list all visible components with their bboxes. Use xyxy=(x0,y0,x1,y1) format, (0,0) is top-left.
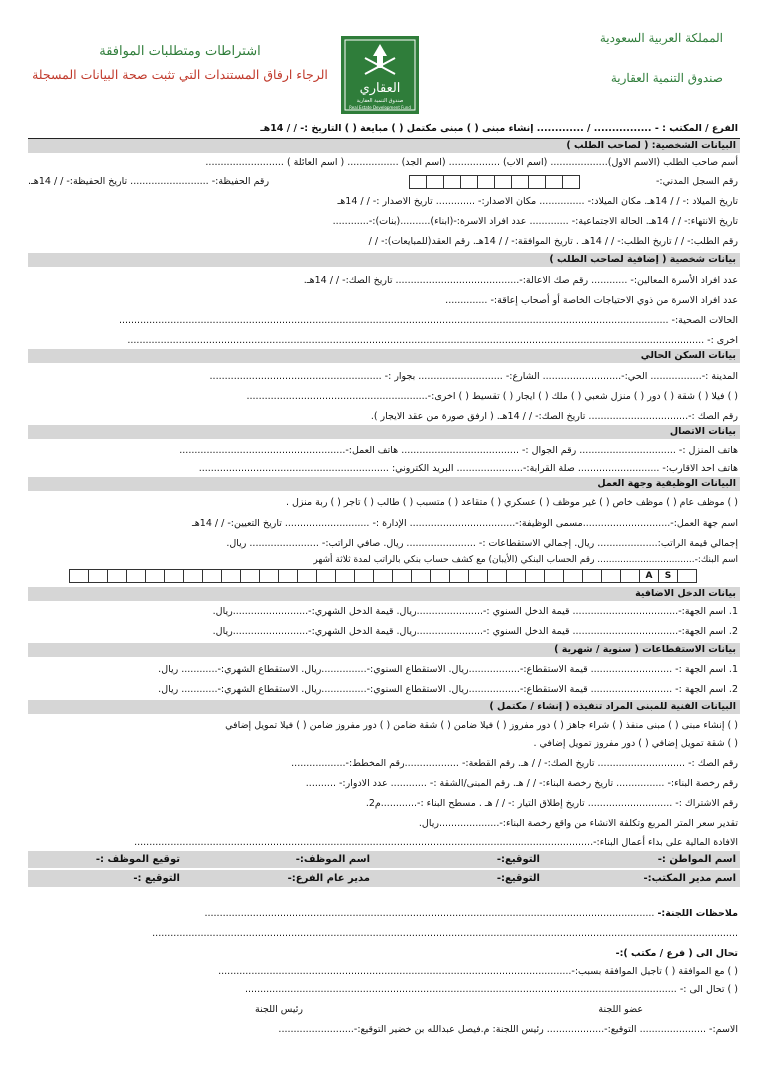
logo-sub: صندوق التنمية العقارية xyxy=(356,98,404,104)
tech-deed-line[interactable]: رقم الصك :- ............................. تاريخ الصك:- / / هـ. رقم القطعة:- ..................رقم المخطط:-.................. xyxy=(291,758,738,769)
iban-letter: A xyxy=(639,569,659,583)
requirements-title: اشتراطات ومتطلبات الموافقة xyxy=(99,44,261,59)
employment-type-line[interactable]: ( ) موظف عام ( ) موظف خاص ( ) غير موظف ( ) عسكري ( ) متقاعد ( ) متسبب ( ) طالب ( ) تاجر ( ) ربة منزل . xyxy=(285,497,738,508)
refer-title: تحال الى ( فرع / مكتب ):- xyxy=(615,948,738,959)
citizen-name-label[interactable]: اسم المواطن :- xyxy=(657,854,736,865)
deed-line[interactable]: رقم الصك :-................................. تاريخ الصك:- / / 14هـ. ( ارفق صورة من عقد الايجار ). xyxy=(370,411,738,422)
additional-section-title: بيانات شخصية ( إضافية لصاحب الطلب ) xyxy=(28,253,740,267)
building-type-line-2[interactable]: ( ) شقة تمويل إضافي ( ) دور مفروز تمويل إضافي . xyxy=(533,738,738,749)
other-line[interactable]: اخرى :- ............................................................................................................................................................................................... xyxy=(127,335,738,346)
notes-label: ملاحظات اللجنة:- xyxy=(657,908,738,919)
names-line[interactable]: الاسم:- ...................... التوقيع:-................... رئيس اللجنة: م.فيصل عبدالله بن خضير التوقيع:-......................... xyxy=(278,1024,738,1035)
financial-line[interactable]: الافادة المالية على بداء أعمال البناء:-........................................................................................................................................................ xyxy=(134,837,738,848)
applicant-name-line[interactable]: أسم صاحب الطلب (الاسم الاول)................... (اسم الاب) ................. (اسم الجد) ................. ( اسم العائلة ) .......................... xyxy=(205,157,738,168)
employer-line[interactable]: اسم جهة العمل:-.............................مسمى الوظيفة:-................................... الإدارة :- ............................ تاريخ التعيين:- / / 14هـ xyxy=(192,518,738,529)
fund-title: صندوق التنمية العقارية xyxy=(610,71,723,85)
personal-section-title: البيانات الشخصية: ( لصاحب الطلب ) xyxy=(28,139,740,153)
branch-line[interactable]: الفرع / المكتب : - ................ / ............. إنشاء مبنى ( ) مبنى مكتمل ( ) مبايعة ( ) التاريخ :- / / 14هـ xyxy=(260,123,738,134)
employee-signature-label[interactable]: توقيع الموظف :- xyxy=(95,854,180,865)
phones-line[interactable]: هاتف المنزل :- ................................ رقم الجوال :- ....................................... هاتف العمل:-....................................................... xyxy=(179,445,738,456)
signature-row-1 xyxy=(28,851,740,868)
refer-to-line[interactable]: ( ) تحال الى :- ............................................................................................................................................... xyxy=(245,984,738,995)
housing-section-title: بيانات السكن الحالي xyxy=(28,349,740,363)
salary-line[interactable]: إجمالي قيمة الراتب:.................... ريال. إجمالي الاستقطاعات :- ....................... ريال. صافي الراتب:- ....................... ريال. xyxy=(226,538,738,549)
contact-section-title: بيانات الاتصال xyxy=(28,425,740,439)
signature-row-2 xyxy=(28,870,740,887)
notes-dots-line-2[interactable]: .................................................................................................................................................................................................. xyxy=(152,928,738,939)
office-manager-label[interactable]: اسم مدير المكتب:- xyxy=(643,873,736,884)
civil-record-boxes[interactable] xyxy=(410,175,580,188)
manager-signature-label[interactable]: التوقيع:- xyxy=(496,873,540,884)
health-line[interactable]: الحالات الصحية:- ...................................................................................................................................................................................... xyxy=(118,315,738,326)
logo-arabic: العقاري xyxy=(359,81,401,96)
employment-section-title: البيانات الوظيفية وجهة العمل xyxy=(28,477,740,491)
dependents-line[interactable]: عدد افراد الأسرة المعالين:- ............ رقم صك الاعالة:-......................................... تاريخ الصك:- / / 14هـ. xyxy=(303,275,738,286)
housing-type-line[interactable]: ( ) فيلا ( ) شقة ( ) دور ( ) منزل شعبي ( ) ملك ( ) ايجار ( ) تقسيط ( ) اخرى:-............................................................ xyxy=(246,391,738,402)
iban-boxes[interactable] xyxy=(70,569,697,582)
permit-line[interactable]: رقم رخصة البناء:- ................ تاريخ رخصة البناء:- / / هـ. رقم المبنى/الشقة :- ............ عدد الادوار:- .......... xyxy=(305,778,738,789)
deduction-line-2[interactable]: 2. اسم الجهة :- ........................... قيمة الاستقطاع:-.................ريال. الاستقطاع السنوي:-...............ريال. الاستقطاع الشهري:-............ ريال. xyxy=(158,684,738,695)
bank-line[interactable]: اسم البنك:-.................................. رقم الحساب البنكي (الأيبان) مع كشف حساب بنكي بالراتب لمدة ثلاثة أشهر xyxy=(313,555,738,565)
chair-label: رئيس اللجنة xyxy=(254,1004,303,1015)
deductions-section-title: بيانات الاستقطاعات ( سنوية / شهرية ) xyxy=(28,643,740,657)
approval-options-line[interactable]: ( ) مع الموافقة ( ) تأجيل الموافقة بسبب:-..................................................................................................................... xyxy=(218,966,738,977)
city-line[interactable]: المدينة :-................. الحي:-.......................... الشارع:- ............................ بجوار :- ......................................................... xyxy=(209,371,738,382)
income-section-title: بيانات الدخل الاضافية xyxy=(28,587,740,601)
member-label: عضو اللجنة xyxy=(598,1004,643,1015)
notes-dots[interactable]: ..................................................................................................................................................... xyxy=(204,908,655,919)
citizen-signature-label[interactable]: التوقيع:- xyxy=(496,854,540,865)
header-left xyxy=(20,44,340,82)
special-needs-line[interactable]: عدد افراد الاسرة من ذوي الاحتياجات الخاصة أو أصحاب إعاقة:- .............. xyxy=(445,295,738,306)
price-estimate-line[interactable]: تقدير سعر المتر المربع وتكلفة الانشاء من واقع رخصة البناء:-....................ريال. xyxy=(418,818,738,829)
technical-section-title: البيانات الفنية للمبنى المراد تنفيذه ( إنشاء / مكتمل ) xyxy=(28,700,740,714)
subscription-line[interactable]: رقم الاشتراك :- ............................ تاريخ إطلاق التيار :- / / هـ . مسطح البناء :-............م2. xyxy=(365,798,738,809)
request-line[interactable]: رقم الطلب:- / / تاريخ الطلب:- / / 14هـ . تاريخ الموافقة:- / / 14هـ. رقم العقد(للمبايعات):- / / xyxy=(368,236,738,247)
iban-letter: S xyxy=(658,569,678,583)
gm-signature-label[interactable]: التوقيع :- xyxy=(133,873,180,884)
building-type-line-1[interactable]: ( ) إنشاء مبنى ( ) مبنى منفذ ( ) شراء جاهز ( ) دور مفروز ( ) فيلا ضامن ( ) شقة ضامن ( ) دور مفروز ضامن ( ) فيلا تمويل إضافي xyxy=(225,720,738,731)
branch-gm-label[interactable]: مدير عام الفرع:- xyxy=(287,873,370,884)
income-line-2[interactable]: 2. اسم الجهة:-................................... قيمة الدخل السنوي :-......................ريال. قيمة الدخل الشهري:-.........................ريال. xyxy=(212,626,738,637)
civil-record-line[interactable] xyxy=(28,174,738,190)
income-line-1[interactable]: 1. اسم الجهة:-................................... قيمة الدخل السنوي :-......................ريال. قيمة الدخل الشهري:-.........................ريال. xyxy=(212,606,738,617)
deduction-line-1[interactable]: 1. اسم الجهة :- ........................... قيمة الاستقطاع:-.................ريال. الاستقطاع السنوي:-...............ريال. الاستقطاع الشهري:-............ ريال. xyxy=(158,664,738,675)
fund-logo xyxy=(335,34,425,116)
logo-en: Real Estate Development Fund xyxy=(349,105,411,110)
attach-notice: الرجاء ارفاق المستندات التي تثبت صحة البيانات المسجلة xyxy=(32,67,328,82)
civil-record-label: رقم السجل المدني:- xyxy=(655,176,738,187)
employee-name-label[interactable]: اسم الموظف:- xyxy=(295,854,370,865)
relative-line[interactable]: هاتف احد الاقارب:- ........................... صلة القرابة:-...................... البريد الكتروني: ............................................................... xyxy=(198,463,738,474)
kingdom-title: المملكة العربية السعودية xyxy=(599,31,723,45)
header-right xyxy=(553,18,723,98)
birth-line[interactable]: تاريخ الميلاد :- / / 14هـ. مكان الميلاد:- ............... مكان الاصدار:- ............. تاريخ الاصدار :- / / 14هـ xyxy=(337,196,738,207)
id-card-fields[interactable]: رقم الحفيظة:- .......................... تاريخ الحفيظة:- / / 14هـ. xyxy=(28,176,270,187)
expiry-line[interactable]: تاريخ الانتهاء:- / / 14هـ. الحالة الاجتماعية:- ............. عدد افراد الاسرة:-(ابناء)..........(بنات):-............ xyxy=(332,216,738,227)
committee-notes[interactable] xyxy=(28,908,738,919)
